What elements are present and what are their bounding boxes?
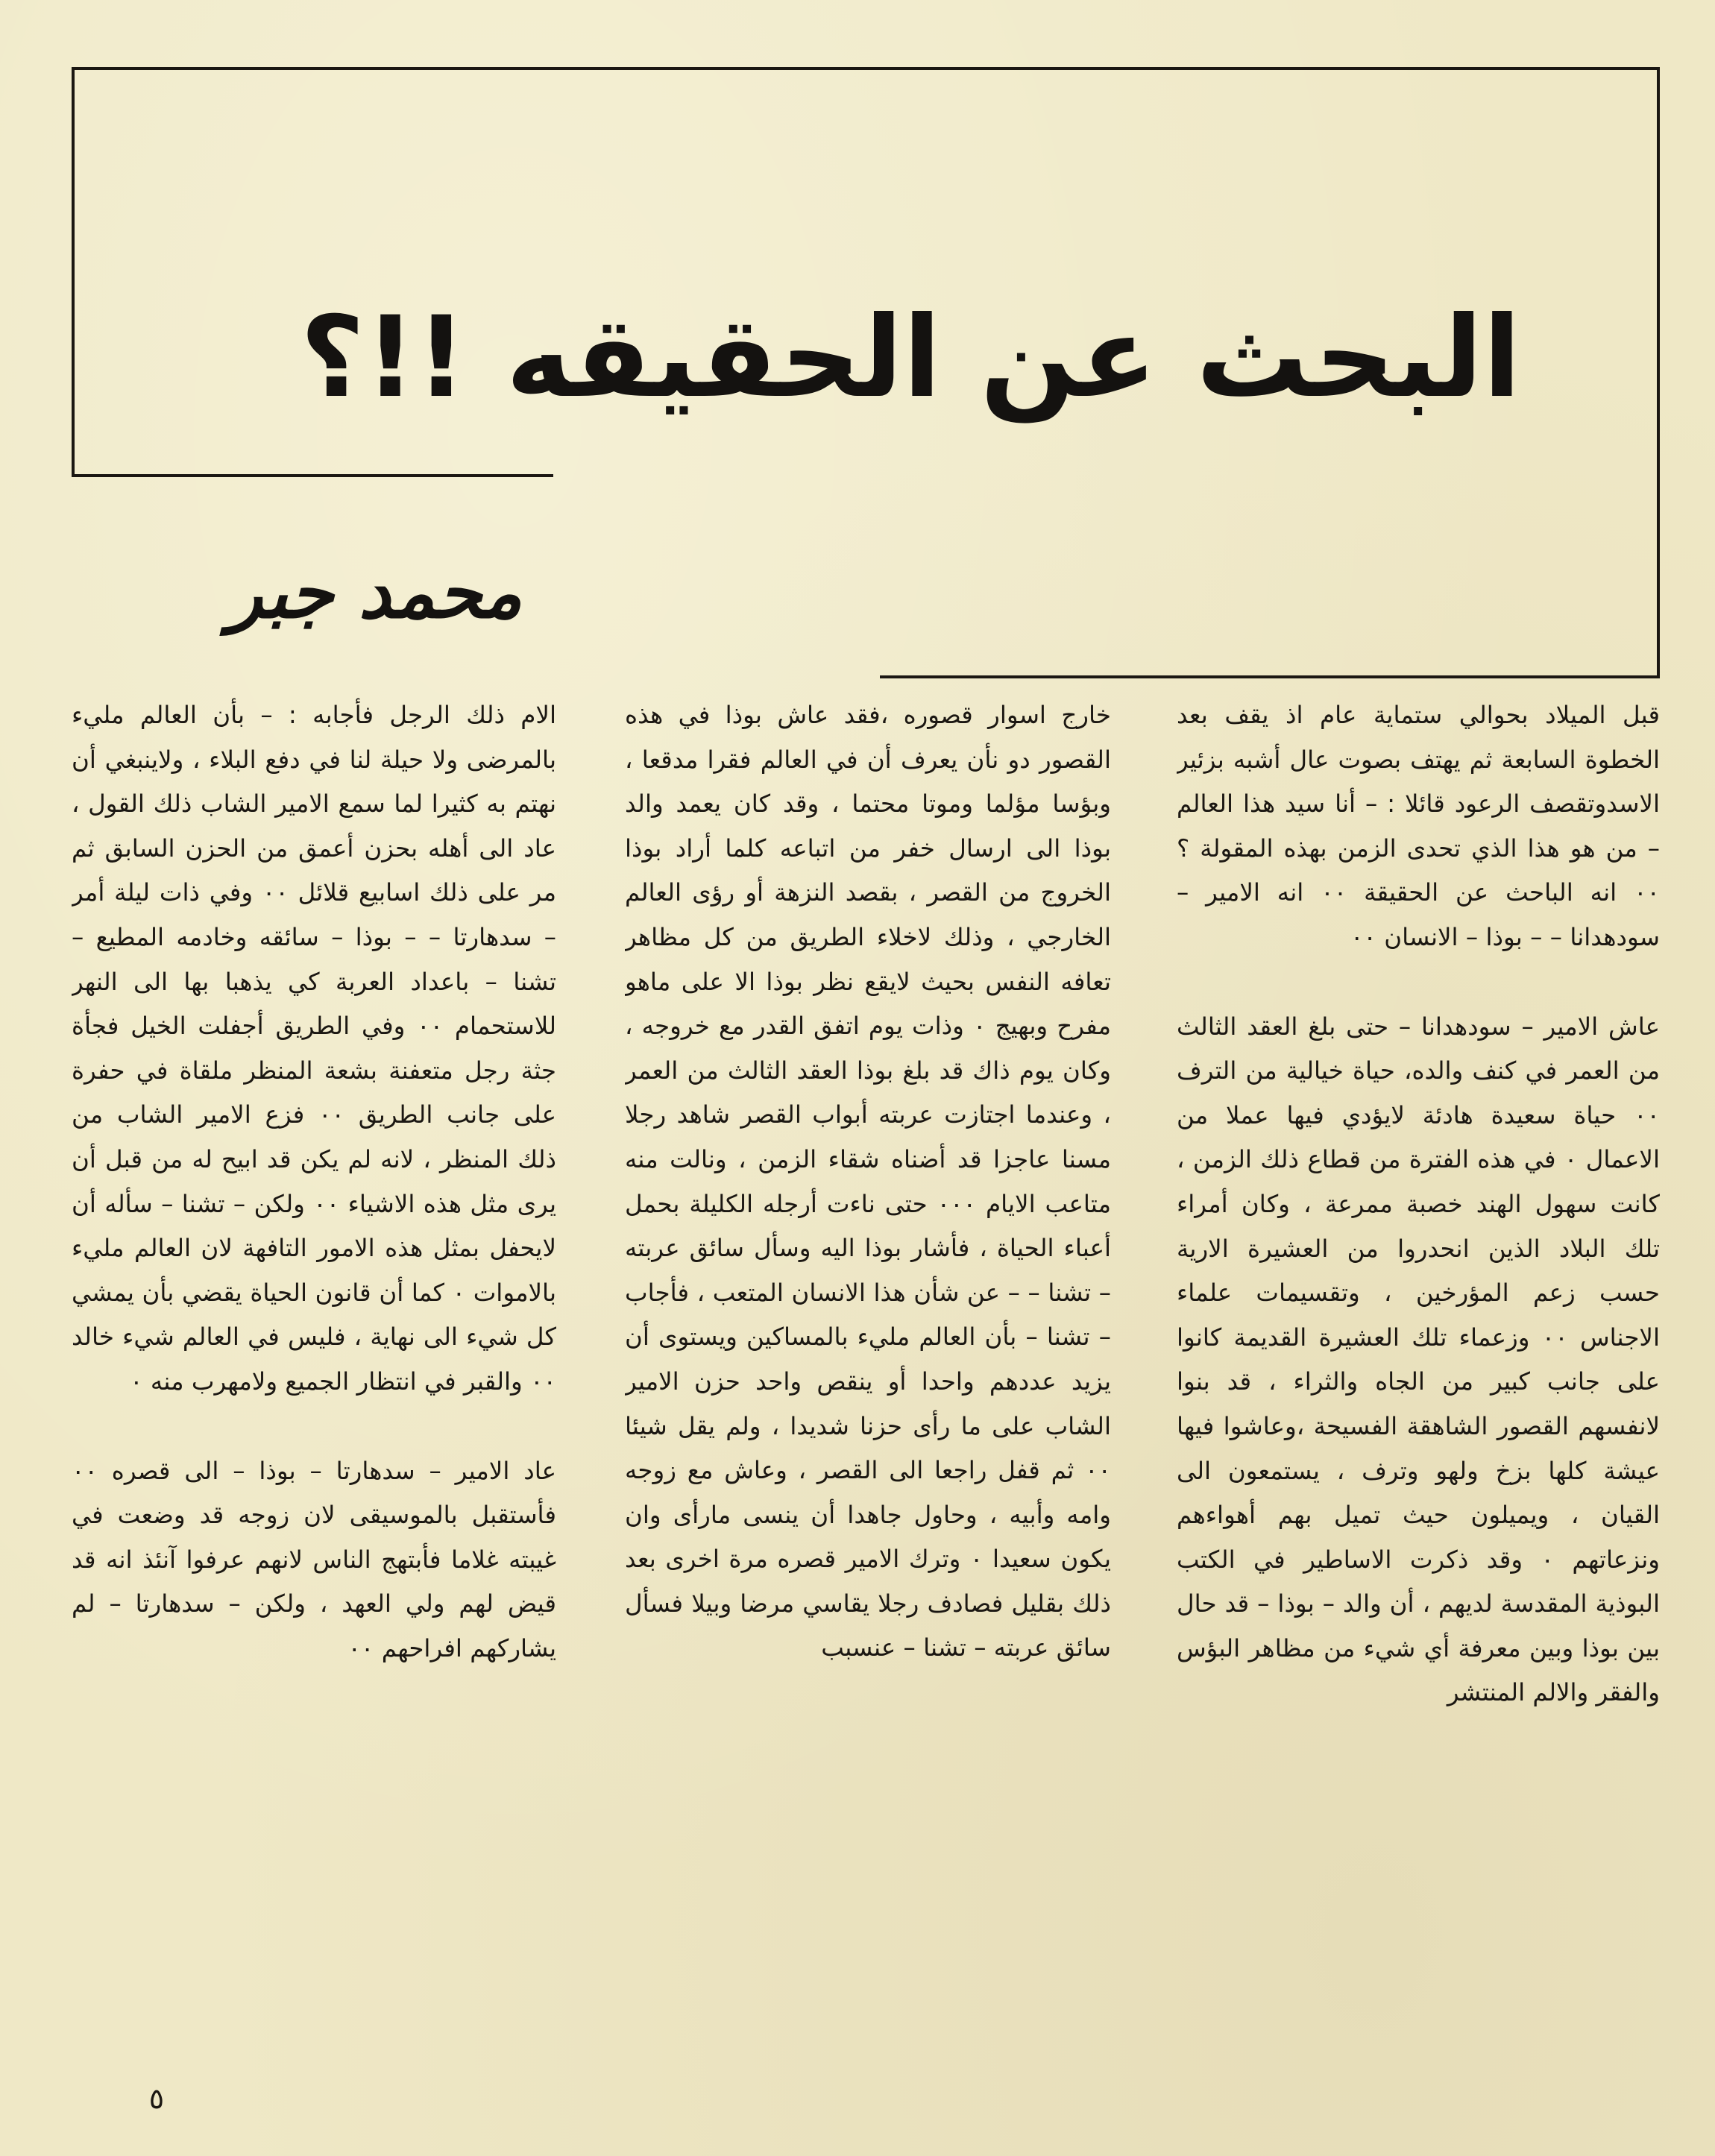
title-frame-left-rule — [72, 67, 75, 476]
article-title: البحث عن الحقيقه !!؟ — [300, 293, 1521, 423]
text-column-right — [1177, 693, 1660, 2028]
paragraph: قبل الميلاد بحوالي ستماية عام اذ يقف بعد الخطوة السابعة ثم يهتف بصوت عال أشبه بزئير الاسدوتقصف الرعود قائلا : – أنا سيد هذا العالم – من هو هذا الذي تحدى الزمن بهذه المقولة ؟ ٠٠ انه الباحث عن الحقيقة ٠٠ انه الامير – سودهدانا – – بوذا – الانسان ٠٠ — [1177, 701, 1660, 951]
paragraph: عاش الامير – سودهدانا – حتى بلغ العقد الثالث من العمر في كنف والده، حياة خيالية من الترف ٠٠ حياة سعيدة هادئة لايؤدي فيها عملا من الاعمال ٠ في هذه الفترة من قطاع ذلك الزمن ، كانت سهول الهند خصبة ممرعة ، وكان أمراء تلك البلاد الذين انحدروا من العشيرة الارية حسب زعم المؤرخين ، وتقسيمات علماء الاجناس ٠٠ وزعماء تلك العشيرة القديمة كانوا على جانب كبير من الجاه والثراء ، قد بنوا لانفسهم القصور الشاهقة الفسيحة ،وعاشوا فيها عيشة كلها بزخ ولهو وترف ، يستمعون الى القيان ، ويميلون حيث تميل بهم أهواءهم ونزعاتهم ٠ وقد ذكرت الاساطير في الكتب البوذية المقدسة لديهم ، أن والد – بوذا – قد حال بين بوذا وبين معرفة أي شيء من مظاهر البؤس والفقر والالم المنتشر — [1177, 1012, 1660, 1707]
article-author: محمد جبر — [228, 550, 522, 634]
text-column-left — [72, 693, 556, 2028]
title-frame-bottom-left-rule — [72, 474, 553, 477]
paragraph: الام ذلك الرجل فأجابه : – بأن العالم مليء بالمرضى ولا حيلة لنا في دفع البلاء ، ولاينبغي أن نهتم به كثيرا لما سمع الامير الشاب ذلك القول ، عاد الى أهله بحزن أعمق من الحزن السابق ثم مر على ذلك اسابيع قلائل ٠٠ وفي ذات ليلة أمر – سدهارتا – – بوذا – سائقه وخادمه المطيع – تشنا – باعداد العربة كي يذهبا بها الى النهر للاستحمام ٠٠ وفي الطريق أجفلت الخيل فجأة جثة رجل متعفنة بشعة المنظر ملقاة في حفرة على جانب الطريق ٠٠ فزع الامير الشاب من ذلك المنظر ، لانه لم يكن قد ابيح له من قبل أن يرى مثل هذه الاشياء ٠٠ ولكن – تشنا – سأله أن لايحفل بمثل هذه الامور التافهة لان العالم مليء بالاموات ٠ كما أن قانون الحياة يقضي بأن يمشي كل شيء الى نهاية ، فليس في العالم شيء خالد ٠٠ والقبر في انتظار الجميع ولامهرب منه ٠ — [72, 701, 556, 1396]
paragraph: عاد الامير – سدهارتا – بوذا – الى قصره ٠٠ فأستقبل بالموسيقى لان زوجه قد وضعت في غيبته غلاما فأبتهج الناس لانهم عرفوا آنئذ انه قد قيض لهم ولي العهد ، ولكن – سدهارتا – لم يشاركهم افراحهم ٠٠ — [72, 1456, 556, 1662]
page-number: ٥ — [148, 2082, 165, 2115]
title-frame-bottom-right-rule — [880, 675, 1660, 678]
title-frame-top-rule — [72, 67, 1660, 70]
title-frame-right-rule — [1657, 67, 1660, 678]
text-column-middle — [625, 693, 1111, 2028]
paragraph: خارج اسوار قصوره ،فقد عاش بوذا في هذه القصور دو نأن يعرف أن في العالم فقرا مدقعا ، وبؤسا مؤلما وموتا محتما ، وقد كان يعمد والد بوذا الى ارسال خفر من اتباعه كلما أراد بوذا الخروج من القصر ، بقصد النزهة أو رؤى العالم الخارجي ، وذلك لاخلاء الطريق من كل مظاهر تعافه النفس بحيث لايقع نظر بوذا الا على ماهو مفرح وبهيج ٠ وذات يوم اتفق القدر مع خروجه ، وكان يوم ذاك قد بلغ بوذا العقد الثالث من العمر ، وعندما اجتازت عربته أبواب القصر شاهد رجلا مسنا عاجزا قد أضناه شقاء الزمن ، ونالت منه متاعب الايام ٠٠٠ حتى ناءت أرجله الكليلة بحمل أعباء الحياة ، فأشار بوذا اليه وسأل سائق عربته – تشنا – – عن شأن هذا الانسان المتعب ، فأجاب – تشنا – بأن العالم مليء بالمساكين ويستوى أن يزيد عددهم واحدا أو ينقص واحد حزن الامير الشاب على ما رأى حزنا شديدا ، ولم يقل شيئا ٠٠ ثم قفل راجعا الى القصر ، وعاش مع زوجه وامه وأبيه ، وحاول جاهدا أن ينسى مارأى وان يكون سعيدا ٠ وترك الامير قصره مرة اخرى بعد ذلك بقليل فصادف رجلا يقاسي مرضا وبيلا فسأل سائق عربته – تشنا – عنسبب — [625, 701, 1111, 1662]
